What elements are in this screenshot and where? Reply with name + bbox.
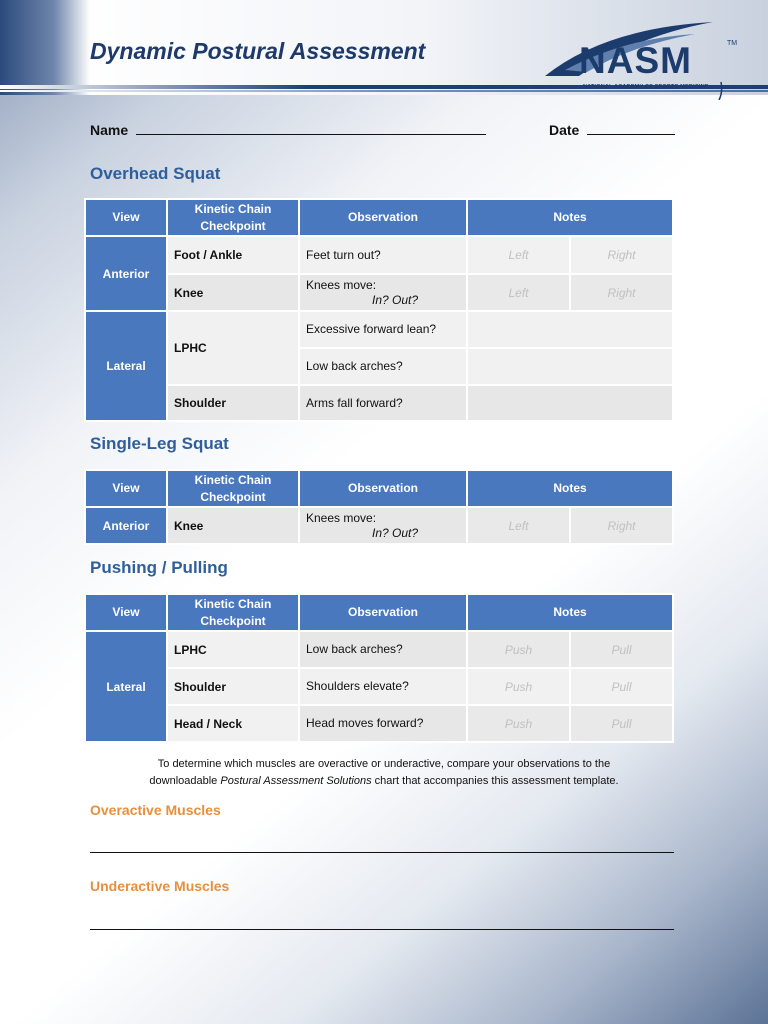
- instructions-line-2-pre: downloadable: [149, 775, 221, 787]
- notes-pull-cell[interactable]: Pull: [570, 705, 673, 742]
- single-leg-squat-table: [84, 469, 674, 545]
- header-observation: Observation: [299, 594, 467, 631]
- checkpoint-cell: Head / Neck: [167, 705, 299, 742]
- table-row: [85, 274, 673, 311]
- name-label: Name: [90, 122, 129, 138]
- header-view: View: [85, 199, 167, 236]
- table-row: [85, 668, 673, 705]
- observation-cell: [299, 274, 467, 311]
- notes-left-cell[interactable]: Left: [467, 274, 570, 311]
- instructions-line-1: To determine which muscles are overactive or underactive, compare your observations to the: [157, 758, 611, 770]
- notes-right-cell[interactable]: Right: [570, 236, 673, 274]
- table-row: [85, 507, 673, 544]
- header-observation: Observation: [299, 470, 467, 507]
- checkpoint-cell: LPHC: [167, 311, 299, 385]
- table-row: [85, 236, 673, 274]
- pushing-pulling-table: [84, 593, 674, 743]
- date-label: Date: [549, 122, 580, 138]
- underactive-muscles-line[interactable]: [90, 929, 674, 930]
- header-observation: Observation: [299, 199, 467, 236]
- header-shade: [0, 0, 90, 95]
- logo-wordmark: NASM: [579, 40, 692, 81]
- overhead-squat-table: [84, 198, 674, 422]
- header-checkpoint: Kinetic Chain Checkpoint: [167, 594, 299, 631]
- table-header-row: [85, 470, 673, 507]
- table-row: [85, 631, 673, 668]
- header-checkpoint: Kinetic Chain Checkpoint: [167, 470, 299, 507]
- notes-push-cell[interactable]: Push: [467, 631, 570, 668]
- observation-cell: Low back arches?: [299, 631, 467, 668]
- observation-cell: Feet turn out?: [299, 236, 467, 274]
- section-title-single-leg-squat: Single-Leg Squat: [90, 434, 229, 453]
- section-title-pushing-pulling: Pushing / Pulling: [90, 558, 228, 577]
- logo-trademark: TM: [727, 40, 738, 47]
- notes-left-cell[interactable]: Left: [467, 507, 570, 544]
- instructions-text: [100, 756, 668, 790]
- section-title-overhead-squat: Overhead Squat: [90, 164, 221, 183]
- header-view: View: [85, 470, 167, 507]
- header-notes: Notes: [467, 199, 673, 236]
- observation-cell: Excessive forward lean?: [299, 311, 467, 348]
- view-lateral: Lateral: [85, 631, 167, 742]
- checkpoint-cell: Foot / Ankle: [167, 236, 299, 274]
- date-field[interactable]: [549, 122, 675, 138]
- header-notes: Notes: [467, 470, 673, 507]
- observation-cell: [299, 507, 467, 544]
- notes-right-cell[interactable]: Right: [570, 274, 673, 311]
- observation-text: Knees move:: [306, 510, 377, 525]
- header-view: View: [85, 594, 167, 631]
- table-header-row: [85, 594, 673, 631]
- observation-cell: Low back arches?: [299, 348, 467, 385]
- nasm-logo: [545, 20, 738, 100]
- checkpoint-cell: LPHC: [167, 631, 299, 668]
- instructions-line-2-post: chart that accompanies this assessment template.: [371, 775, 619, 787]
- underactive-muscles-title: Underactive Muscles: [90, 878, 230, 894]
- date-blank-line[interactable]: [587, 122, 675, 135]
- view-anterior: Anterior: [85, 507, 167, 544]
- view-anterior: Anterior: [85, 236, 167, 311]
- notes-pull-cell[interactable]: Pull: [570, 631, 673, 668]
- observation-options: In? Out?: [372, 292, 419, 307]
- header-notes: Notes: [467, 594, 673, 631]
- notes-cell[interactable]: [467, 348, 673, 385]
- table-header-row: [85, 199, 673, 236]
- observation-cell: Arms fall forward?: [299, 385, 467, 421]
- table-row: [85, 385, 673, 421]
- observation-cell: Head moves forward?: [299, 705, 467, 742]
- notes-cell[interactable]: [467, 385, 673, 421]
- notes-cell[interactable]: [467, 311, 673, 348]
- logo-subtitle: NATIONAL ACADEMY OF SPORTS MEDICINE: [583, 84, 709, 90]
- notes-left-cell[interactable]: Left: [467, 236, 570, 274]
- checkpoint-cell: Knee: [167, 507, 299, 544]
- view-lateral: Lateral: [85, 311, 167, 421]
- checkpoint-cell: Knee: [167, 274, 299, 311]
- notes-push-cell[interactable]: Push: [467, 705, 570, 742]
- checkpoint-cell: Shoulder: [167, 668, 299, 705]
- name-blank-line[interactable]: [136, 122, 486, 135]
- overactive-muscles-line[interactable]: [90, 852, 674, 853]
- overactive-muscles-title: Overactive Muscles: [90, 802, 221, 818]
- name-field[interactable]: [90, 122, 486, 138]
- observation-cell: Shoulders elevate?: [299, 668, 467, 705]
- observation-text: Knees move:: [306, 277, 377, 292]
- table-row: [85, 705, 673, 742]
- notes-pull-cell[interactable]: Pull: [570, 668, 673, 705]
- header-checkpoint: Kinetic Chain Checkpoint: [167, 199, 299, 236]
- notes-right-cell[interactable]: Right: [570, 507, 673, 544]
- notes-push-cell[interactable]: Push: [467, 668, 570, 705]
- instructions-chart-name: Postural Assessment Solutions: [220, 775, 372, 787]
- page-title: Dynamic Postural Assessment: [90, 38, 426, 64]
- checkpoint-cell: Shoulder: [167, 385, 299, 421]
- observation-options: In? Out?: [372, 525, 419, 540]
- table-row: [85, 311, 673, 348]
